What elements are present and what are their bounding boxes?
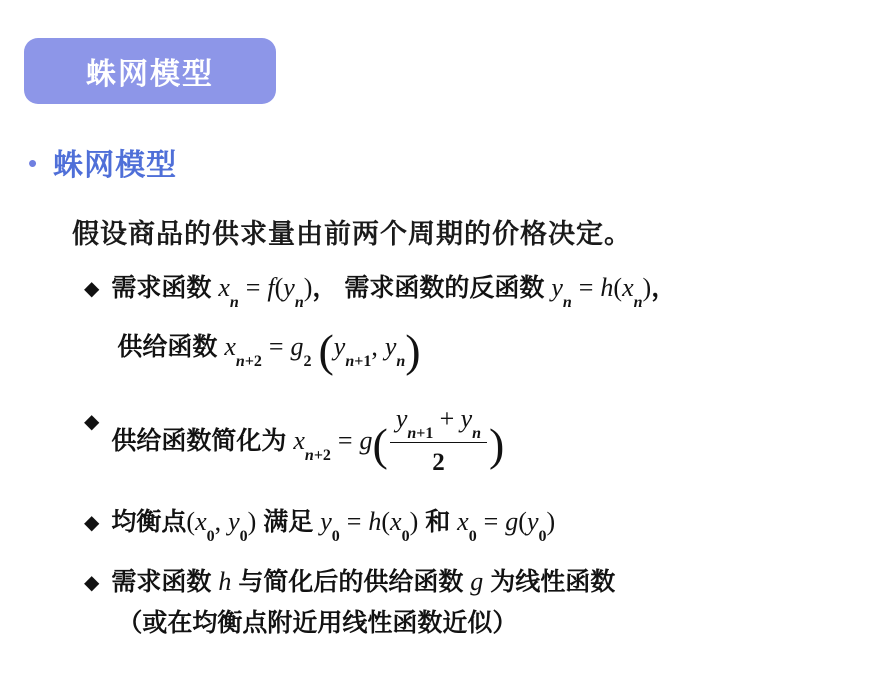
item4-symbol-h: h bbox=[218, 566, 232, 596]
item1-sep: ， bbox=[312, 274, 338, 302]
list-item bbox=[84, 502, 864, 544]
item3-conj: 和 bbox=[425, 507, 451, 536]
section-heading bbox=[28, 140, 177, 184]
slide-title-pill bbox=[24, 38, 276, 104]
item1-label-c: 供给函数 bbox=[117, 333, 218, 362]
item3-label-b: 满足 bbox=[263, 507, 314, 536]
item1-tail: ， bbox=[651, 274, 677, 302]
diamond-bullet-icon: ◆ bbox=[84, 571, 100, 594]
list-item bbox=[84, 401, 864, 484]
slide-title: 蛛网模型 bbox=[86, 58, 214, 91]
list-item bbox=[84, 268, 864, 383]
bullet-dot-icon: • bbox=[28, 148, 38, 178]
item4-line2: （或在均衡点附近用线性函数近似） bbox=[117, 609, 518, 637]
item2-label: 供给函数简化为 bbox=[111, 426, 287, 455]
item3-label-a: 均衡点 bbox=[111, 507, 187, 536]
item1-label-b: 需求函数的反函数 bbox=[344, 274, 545, 302]
item1-label-a: 需求函数 bbox=[111, 274, 212, 302]
bullet-list bbox=[84, 268, 864, 661]
diamond-bullet-icon: ◆ bbox=[84, 411, 100, 433]
list-item-content bbox=[111, 562, 615, 643]
lead-sentence: 假设商品的供求量由前两个周期的价格决定。 bbox=[72, 219, 632, 249]
diamond-bullet-icon: ◆ bbox=[84, 511, 100, 534]
section-heading-label: 蛛网模型 bbox=[53, 149, 178, 182]
list-item-content: 供给函数简化为 $x_{n+2} = g$( $\frac{y_{n+1} + y_n}{2}$ ) bbox=[111, 401, 504, 484]
item4-text-c: 为线性函数 bbox=[490, 567, 616, 596]
list-item bbox=[84, 562, 864, 643]
item4-symbol-g: g bbox=[470, 566, 484, 596]
list-item-content: 均衡点($x_0$, $y_0$) 满足 $y_0 = h(x_0)$ 和 $x_0 = g(y_0)$ bbox=[111, 506, 556, 545]
item4-text-b: 与简化后的供给函数 bbox=[238, 567, 464, 596]
diamond-bullet-icon: ◆ bbox=[84, 278, 100, 300]
list-item-content: 需求函数 $x_n = f(y_n)$， 需求函数的反函数 $y_n = h(x_n)$， 供给函数 $x_{n+2} = g_2$ ($y_{n+1}$, $y_n$) bbox=[111, 273, 677, 376]
item4-text-a: 需求函数 bbox=[111, 567, 212, 596]
